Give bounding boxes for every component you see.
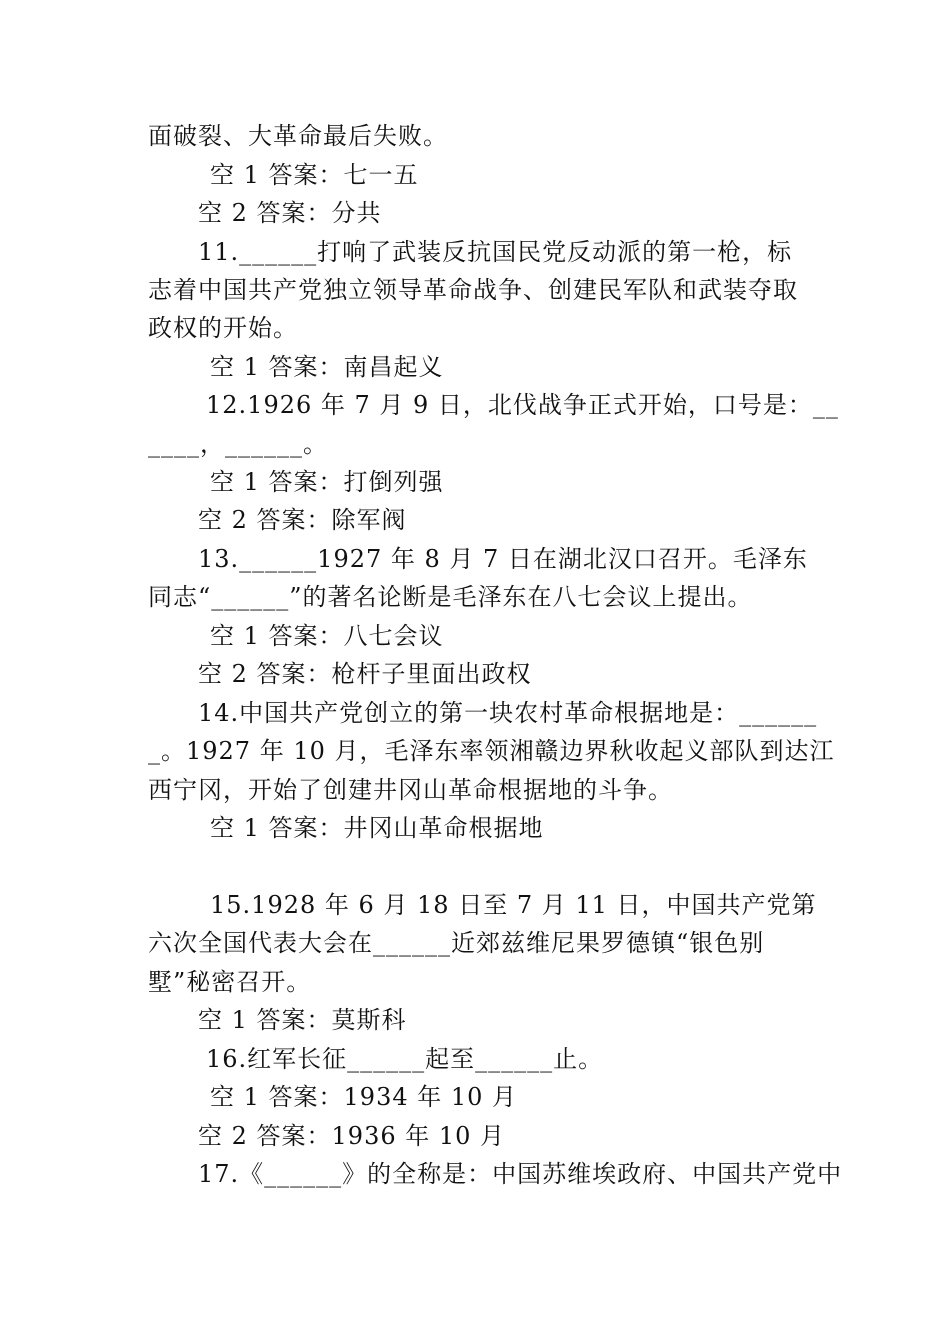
text-line: ____，______。 <box>148 430 328 458</box>
text-line: 同志“______”的著名论断是毛泽东在八七会议上提出。 <box>148 583 753 611</box>
question-line: 15.1928 年 6 月 18 日至 7 月 11 日，中国共产党第 <box>210 891 817 919</box>
question-line: 13.______1927 年 8 月 7 日在湖北汉口召开。毛泽东 <box>198 545 808 573</box>
answer-line: 空 1 答案：七一五 <box>210 161 419 189</box>
text-line: _。1927 年 10 月，毛泽东率领湘赣边界秋收起义部队到达江 <box>148 737 835 765</box>
answer-line: 空 2 答案：枪杆子里面出政权 <box>198 660 532 688</box>
text-line: 墅”秘密召开。 <box>148 968 312 996</box>
question-line: 11.______打响了武装反抗国民党反动派的第一枪，标 <box>198 238 793 266</box>
text-line: 西宁冈，开始了创建井冈山革命根据地的斗争。 <box>148 776 673 804</box>
answer-line: 空 1 答案：井冈山革命根据地 <box>210 814 544 842</box>
text-line: 政权的开始。 <box>148 314 298 342</box>
question-line: 17.《______》的全称是：中国苏维埃政府、中国共产党中 <box>198 1160 843 1188</box>
answer-line: 空 2 答案：除军阀 <box>198 506 407 534</box>
answer-line: 空 1 答案：打倒列强 <box>210 468 444 496</box>
text-line: 六次全国代表大会在______近郊兹维尼果罗德镇“银色别 <box>148 929 765 957</box>
question-line: 14.中国共产党创立的第一块农村革命根据地是：______ <box>198 699 818 727</box>
text-line: 面破裂、大革命最后失败。 <box>148 122 448 150</box>
answer-line: 空 1 答案：1934 年 10 月 <box>210 1083 518 1111</box>
answer-line: 空 1 答案：八七会议 <box>210 622 444 650</box>
answer-line: 空 1 答案：莫斯科 <box>198 1006 407 1034</box>
answer-line: 空 1 答案：南昌起义 <box>210 353 444 381</box>
text-line: 志着中国共产党独立领导革命战争、创建民军队和武装夺取 <box>148 276 798 304</box>
answer-line: 空 2 答案：1936 年 10 月 <box>198 1122 506 1150</box>
question-line: 16.红军长征______起至______止。 <box>206 1045 604 1073</box>
question-line: 12.1926 年 7 月 9 日，北伐战争正式开始，口号是：__ <box>206 391 839 419</box>
answer-line: 空 2 答案：分共 <box>198 199 382 227</box>
